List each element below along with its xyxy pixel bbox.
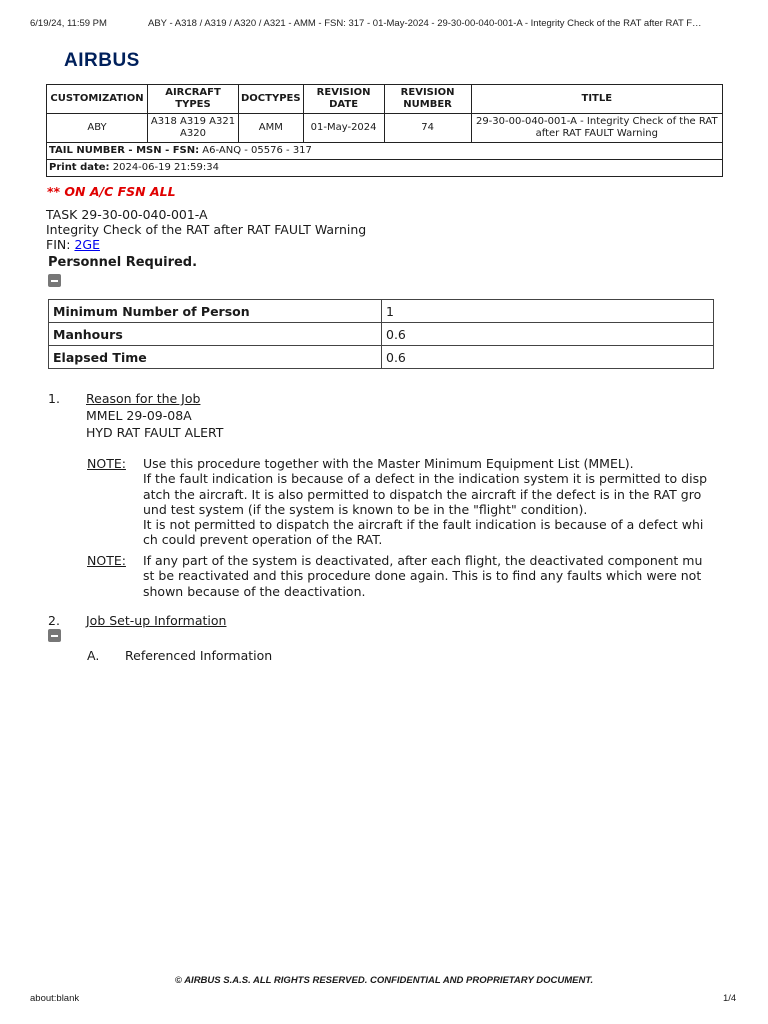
personnel-label: Minimum Number of Person [49, 300, 382, 323]
section2-number: 2. [48, 613, 60, 628]
header-customization: CUSTOMIZATION [47, 85, 148, 114]
header-aircraft-types: AIRCRAFT TYPES [148, 85, 239, 114]
note1-line: If the fault indication is because of a defect in the indication system it is permitted to disp [143, 471, 708, 487]
fin-label: FIN: [46, 237, 71, 252]
section1-line: MMEL 29-09-08A [86, 408, 192, 423]
fin-line [46, 237, 366, 252]
note1-body [143, 456, 713, 548]
tail-number-cell [47, 143, 723, 160]
header-revision-number: REVISION NUMBER [384, 85, 471, 114]
personnel-value: 0.6 [382, 346, 714, 369]
personnel-row [49, 323, 714, 346]
print-timestamp: 6/19/24, 11:59 PM [30, 18, 107, 29]
section1-line: HYD RAT FAULT ALERT [86, 425, 224, 440]
note1-label: NOTE: [87, 456, 126, 471]
tail-number-label: TAIL NUMBER - MSN - FSN: [49, 145, 200, 156]
value-revision-date: 01-May-2024 [303, 114, 384, 143]
metadata-table [46, 84, 723, 177]
personnel-row [49, 346, 714, 369]
personnel-row [49, 300, 714, 323]
personnel-label: Elapsed Time [49, 346, 382, 369]
tail-number-value: A6-ANQ - 05576 - 317 [202, 145, 312, 156]
airbus-logo: AIRBUS [64, 50, 140, 71]
collapse-setup-icon[interactable] [48, 629, 61, 642]
value-revision-number: 74 [384, 114, 471, 143]
value-aircraft-types: A318 A319 A321 A320 [148, 114, 239, 143]
value-doctypes: AMM [239, 114, 304, 143]
section1-number: 1. [48, 391, 60, 406]
metadata-value-row [47, 114, 723, 143]
note2-line: shown because of the deactivation. [143, 583, 366, 599]
print-date-label: Print date: [49, 162, 110, 173]
subsection-title: Referenced Information [125, 648, 273, 663]
fin-link[interactable]: 2GE [74, 237, 100, 252]
section1-title: Reason for the Job [86, 391, 201, 406]
task-number: TASK 29-30-00-040-001-A [46, 207, 208, 222]
collapse-personnel-icon[interactable] [48, 274, 61, 287]
note2-line: st be reactivated and this procedure done again. This is to find any faults which were not [143, 568, 702, 584]
print-date-row [47, 160, 723, 177]
print-url: about:blank [30, 993, 80, 1004]
print-date-cell [47, 160, 723, 177]
effectivity-label: ** ON A/C FSN ALL [47, 184, 176, 199]
personnel-value: 1 [382, 300, 714, 323]
header-title: TITLE [471, 85, 722, 114]
value-title: 29-30-00-040-001-A - Integrity Check of the RAT after RAT FAULT Warning [471, 114, 722, 143]
task-block [46, 207, 366, 252]
tail-number-row [47, 143, 723, 160]
section2-title: Job Set-up Information [86, 613, 227, 628]
metadata-header-row [47, 85, 723, 114]
note1-line: Use this procedure together with the Master Minimum Equipment List (MMEL). [143, 456, 634, 471]
personnel-table [48, 299, 714, 369]
note1-line: atch the aircraft. It is also permitted to dispatch the aircraft if the defect is in the RAT gro [143, 486, 702, 502]
subsection-letter: A. [87, 648, 100, 663]
note2-body [143, 553, 713, 599]
personnel-value: 0.6 [382, 323, 714, 346]
print-date-value: 2024-06-19 21:59:34 [112, 162, 219, 173]
note1-line: ch could prevent operation of the RAT. [143, 532, 383, 548]
value-customization: ABY [47, 114, 148, 143]
copyright-notice: © AIRBUS S.A.S. ALL RIGHTS RESERVED. CONFIDENTIAL AND PROPRIETARY DOCUMENT. [174, 975, 594, 986]
personnel-label: Manhours [49, 323, 382, 346]
task-title: Integrity Check of the RAT after RAT FAULT Warning [46, 222, 367, 237]
header-revision-date: REVISION DATE [303, 85, 384, 114]
print-header [30, 18, 750, 29]
personnel-heading: Personnel Required. [48, 255, 198, 270]
header-doctypes: DOCTYPES [239, 85, 304, 114]
print-doc-title: ABY - A318 / A319 / A320 / A321 - AMM - FSN: 317 - 01-May-2024 - 29-30-00-040-001-A - Integrity Check of the RAT after RAT F… [148, 18, 702, 29]
note2-line: If any part of the system is deactivated, after each flight, the deactivated component mu [143, 553, 703, 568]
note1-line: und test system (if the system is known to be in the "flight" condition). [143, 501, 588, 517]
note2-label: NOTE: [87, 553, 126, 568]
note1-line: It is not permitted to dispatch the aircraft if the fault indication is because of a defect whi [143, 517, 704, 533]
page-number: 1/4 [723, 993, 737, 1004]
